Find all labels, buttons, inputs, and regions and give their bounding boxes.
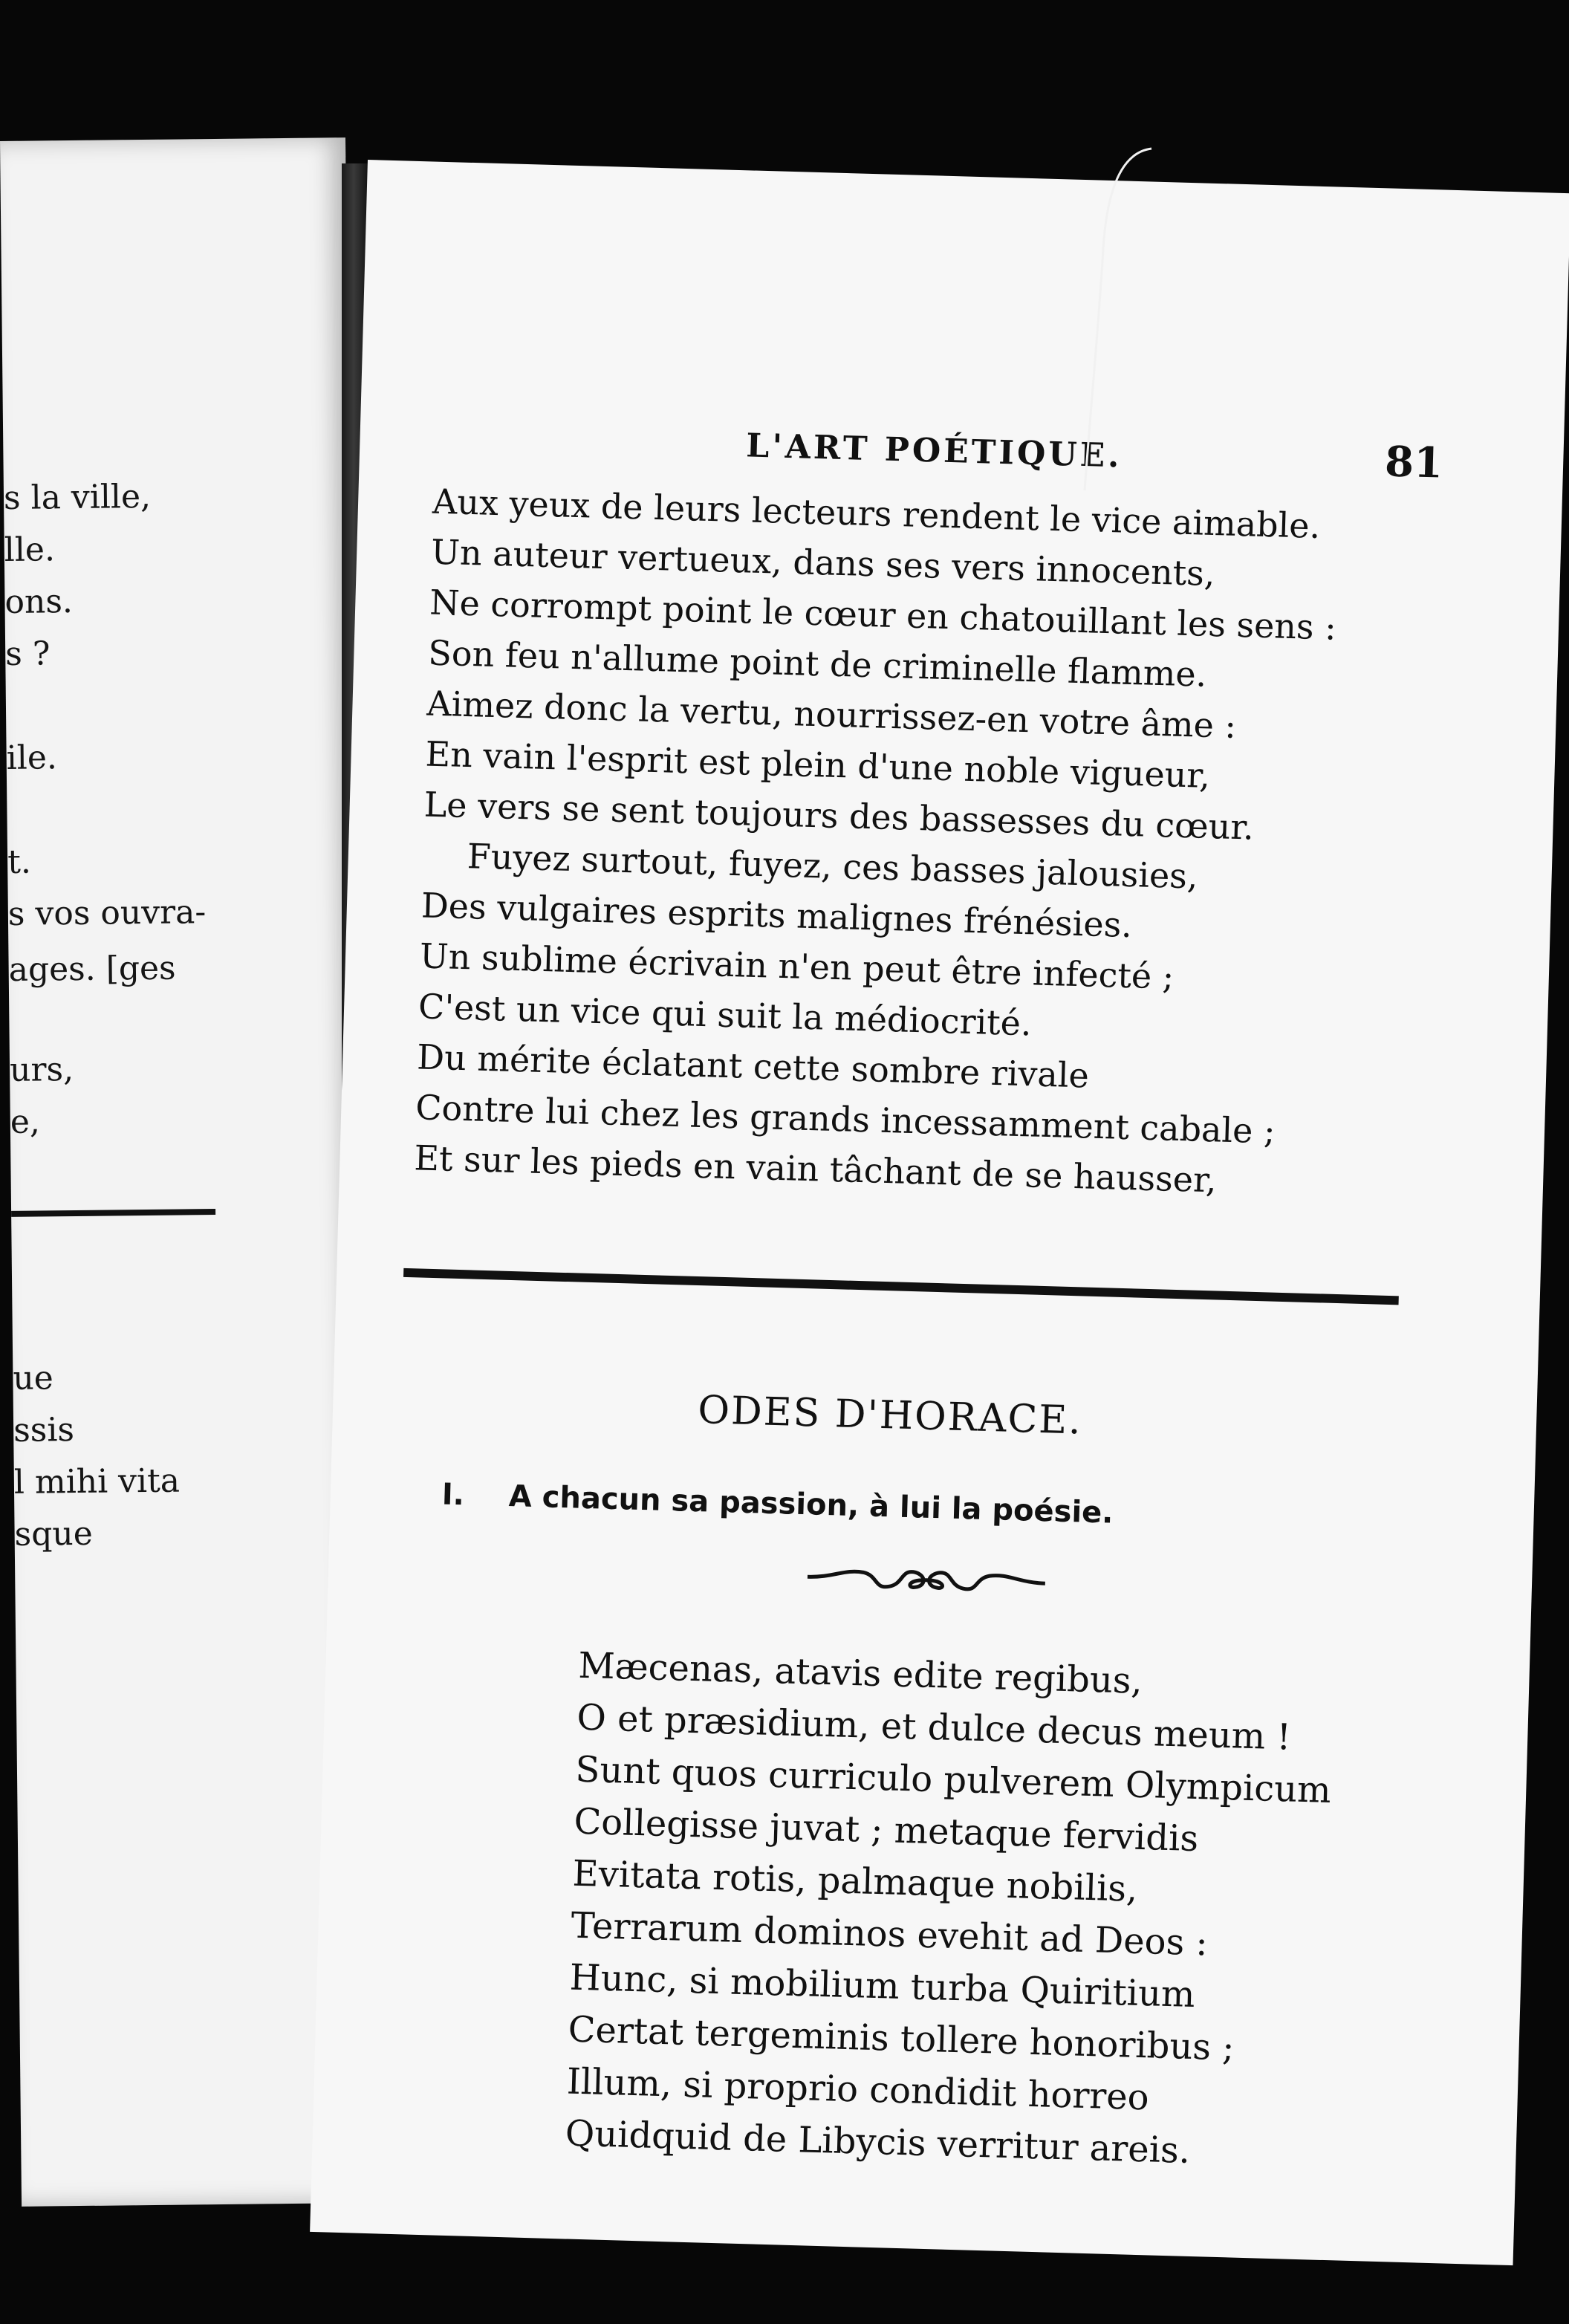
left-page-line: s vos ouvra- — [7, 893, 207, 933]
ode-title: A chacun sa passion, à lui la poésie. — [508, 1479, 1114, 1531]
latin-verse-line: Certat tergeminis tollere honoribus ; — [568, 2008, 1235, 2069]
left-page-line: ages. [ges — [8, 949, 176, 989]
verse-line: Aux yeux de leurs lecteurs rendent le vice aimable. — [432, 481, 1321, 546]
ode-heading — [441, 1477, 1114, 1530]
verse-line: Le vers se sent toujours des bassesses du cœur. — [423, 784, 1255, 848]
left-page-line: ile. — [6, 739, 58, 777]
stray-hair-mark — [1062, 145, 1181, 494]
section-rule — [403, 1268, 1399, 1305]
left-page-line: e, — [10, 1103, 41, 1141]
left-page-line: sque — [14, 1514, 94, 1554]
latin-verse-line: Terrarum dominos evehit ad Deos : — [570, 1904, 1209, 1964]
previous-page — [0, 137, 367, 2207]
verse-line: Du mérite éclatant cette sombre rivale — [416, 1036, 1090, 1096]
book-page — [310, 160, 1569, 2265]
left-page-line: ssis — [13, 1411, 75, 1450]
left-page-line: ue — [13, 1359, 54, 1398]
left-page-line: lle. — [4, 530, 56, 569]
latin-verse-line: Evitata rotis, palmaque nobilis, — [571, 1852, 1139, 1910]
ornament-icon — [803, 1554, 1050, 1606]
left-page-line: ons. — [4, 582, 74, 621]
verse-line: Contre lui chez les grands incessamment cabale ; — [415, 1087, 1276, 1152]
running-head: L'ART POÉTIQUE. — [745, 426, 1123, 475]
verse-line: Fuyez surtout, fuyez, ces basses jalousies, — [467, 836, 1199, 897]
left-page-rule — [11, 1209, 215, 1217]
verse-line: Son feu n'allume point de criminelle flamme. — [427, 632, 1207, 695]
left-page-line: l mihi vita — [13, 1461, 181, 1502]
latin-verse-line: Mæcenas, atavis edite regibus, — [577, 1644, 1143, 1702]
ode-number: I. — [441, 1477, 465, 1513]
verse-line: Un auteur vertueux, dans ses vers innocents, — [430, 531, 1216, 594]
section-title: ODES D'HORACE. — [697, 1388, 1083, 1444]
latin-verse-line: Quidquid de Libycis verritur areis. — [565, 2112, 1191, 2172]
latin-verse-line: Illum, si proprio condidit horreo — [566, 2060, 1150, 2119]
left-page-line: urs, — [9, 1051, 74, 1089]
verse-line: Un sublime écrivain n'en peut être infecté ; — [419, 935, 1175, 997]
verse-line: Des vulgaires esprits malignes frénésies. — [420, 885, 1133, 946]
verse-line: En vain l'esprit est plein d'une noble vigueur, — [424, 733, 1211, 796]
latin-verse-line: Hunc, si mobilium turba Quiritium — [569, 1956, 1196, 2016]
page-number: 81 — [1384, 437, 1444, 488]
latin-verse-line: Sunt quos curriculo pulverem Olympicum — [574, 1748, 1332, 1812]
left-page-line: s ? — [4, 634, 51, 673]
verse-line: Ne corrompt point le cœur en chatouillant les sens : — [429, 582, 1337, 648]
latin-verse-line: O et præsidium, et dulce decus meum ! — [576, 1696, 1292, 1759]
verse-line: Et sur les pieds en vain tâchant de se hausser, — [413, 1137, 1218, 1201]
left-page-line: s la ville, — [3, 477, 152, 517]
left-page-line: t. — [7, 843, 32, 881]
latin-verse-line: Collegisse juvat ; metaque fervidis — [573, 1800, 1199, 1860]
verse-line: C'est un vice qui suit la médiocrité. — [418, 986, 1033, 1044]
verse-line: Aimez donc la vertu, nourrissez-en votre âme : — [426, 683, 1237, 746]
